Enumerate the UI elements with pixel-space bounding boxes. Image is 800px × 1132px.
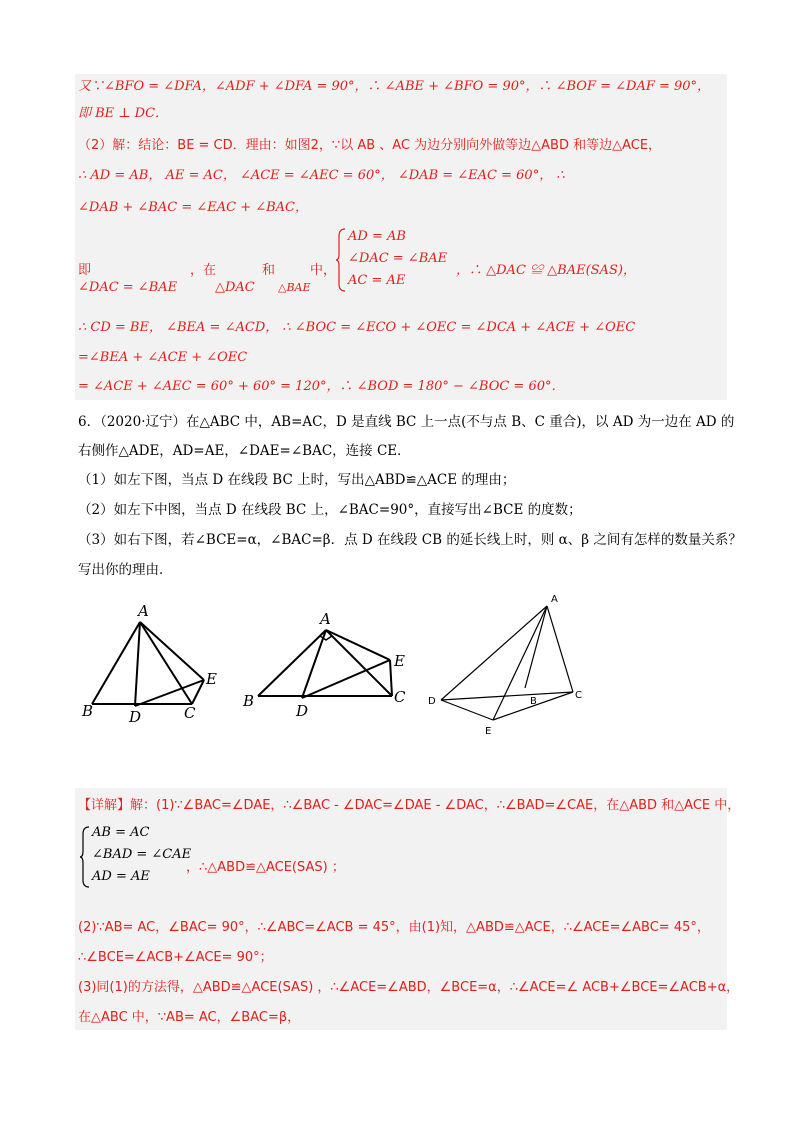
fig1-label-d: D	[129, 708, 142, 725]
solution-line-6-eq: ∠DAC = ∠BAE	[78, 280, 178, 295]
figure-1	[80, 600, 230, 725]
fig3-label-a: A	[551, 594, 558, 605]
figure-3	[425, 590, 605, 740]
solution-line-6-tri2: △BAE	[278, 281, 311, 294]
fig2-label-c: C	[394, 688, 406, 706]
question-line-6: 写出你的理由．	[78, 562, 173, 578]
system-brace-2	[80, 826, 90, 892]
system-2-eq-1: AB = AC	[92, 825, 150, 840]
fig1-label-e: E	[206, 670, 217, 688]
solution-line-6-conclusion: ，∴ △DAC ≌ △BAE(SAS)，	[456, 263, 636, 278]
fig1-label-a: A	[138, 602, 149, 620]
system-brace-1	[336, 228, 346, 296]
figure-2	[240, 610, 415, 720]
system-equations-2	[92, 822, 191, 888]
system-1-eq-2: ∠DAC = ∠BAE	[348, 251, 448, 266]
solution-line-4: ∴ AD = AB， AE = AC， ∠ACE = ∠AEC = 60°， ∠DAB = ∠EAC = 60°， ∴	[78, 168, 565, 183]
fig1-label-b: B	[82, 702, 94, 720]
system-equations-1	[348, 226, 447, 292]
answer-line-1: 【详解】解：(1)∵∠BAC=∠DAE，∴∠BAC - ∠DAC=∠DAE - ∠DAC，∴∠BAD=∠CAE，在△ABD 和△ACE 中，	[78, 798, 741, 813]
solution-line-6-prefix: 即	[78, 263, 92, 278]
fig1-label-c: C	[184, 704, 196, 722]
question-line-5: （3）如右下图，若∠BCE=α，∠BAC=β．点 D 在线段 CB 的延长线上时，则 α、β 之间有怎样的数量关系？	[78, 532, 742, 548]
fig2-label-a: A	[320, 610, 331, 628]
fig3-label-e: E	[485, 726, 492, 737]
fig2-label-e: E	[394, 652, 405, 670]
solution-line-1: 又∵∠BFO = ∠DFA，∠ADF + ∠DFA = 90°，∴ ∠ABE + ∠BFO = 90°，∴ ∠BOF = ∠DAF = 90°，	[78, 79, 711, 94]
fig2-label-b: B	[243, 692, 255, 710]
answer-line-2-conclusion: ，∴△ABD≌△ACE(SAS) ；	[186, 860, 345, 875]
fig3-label-b: B	[530, 696, 537, 707]
fig3-label-c: C	[575, 690, 582, 701]
solution-line-6-in: ，在	[190, 263, 217, 278]
solution-line-3: （2）解：结论：BE = CD．理由：如图2，∵以 AB 、AC 为边分别向外做等边△ABD 和等边△ACE，	[78, 138, 662, 153]
solution-line-5: ∠DAB + ∠BAC = ∠EAC + ∠BAC，	[78, 200, 309, 215]
answer-line-5: (3)同(1)的方法得，△ABD≌△ACE(SAS) ，∴∠ACE=∠ABD，∠BCE=α，∴∠ACE=∠ ACB+∠BCE=∠ACB+α，	[78, 980, 740, 995]
system-2-eq-2: ∠BAD = ∠CAE	[92, 847, 192, 862]
system-1-eq-1: AD = AB	[348, 229, 406, 244]
answer-line-4: ∴∠BCE=∠ACB+∠ACE= 90°；	[78, 950, 273, 965]
question-line-2: 右侧作△ADE，AD=AE，∠DAE=∠BAC，连接 CE．	[78, 443, 411, 459]
answer-line-3: (2)∵AB= AC，∠BAC= 90°，∴∠ABC=∠ACB = 45°，由(1)知，△ABD≌△ACE，∴∠ACE=∠ABC= 45°，	[78, 920, 710, 935]
question-line-3: （1）如左下图，当点 D 在线段 BC 上时，写出△ABD≌△ACE 的理由；	[78, 472, 516, 488]
fig3-label-d: D	[428, 696, 436, 707]
question-line-4: （2）如左下中图，当点 D 在线段 BC 上，∠BAC=90°，直接写出∠BCE 的度数；	[78, 502, 582, 518]
question-line-1: 6．（2020·辽宁）在△ABC 中，AB=AC，D 是直线 BC 上一点(不与点 B、C 重合)，以 AD 为一边在 AD 的	[78, 414, 735, 430]
solution-line-9: = ∠ACE + ∠AEC = 60° + 60° = 120°，∴ ∠BOD = 180° − ∠BOC = 60°．	[78, 379, 565, 394]
fig2-label-d: D	[296, 702, 309, 720]
solution-line-7: ∴ CD = BE， ∠BEA = ∠ACD， ∴ ∠BOC = ∠ECO + ∠OEC = ∠DCA + ∠ACE + ∠OEC	[78, 320, 636, 335]
solution-line-8: =∠BEA + ∠ACE + ∠OEC	[78, 350, 248, 365]
solution-line-2: 即 BE ⊥ DC．	[78, 106, 169, 121]
system-1-eq-3: AC = AE	[348, 273, 406, 288]
solution-line-6-tri1: △DAC	[215, 280, 255, 295]
solution-line-6-and: 和	[262, 263, 276, 278]
answer-line-6: 在△ABC 中，∵AB= AC，∠BAC=β，	[78, 1010, 301, 1025]
system-2-eq-3: AD = AE	[92, 869, 150, 884]
solution-line-6-mid: 中，	[310, 263, 337, 278]
